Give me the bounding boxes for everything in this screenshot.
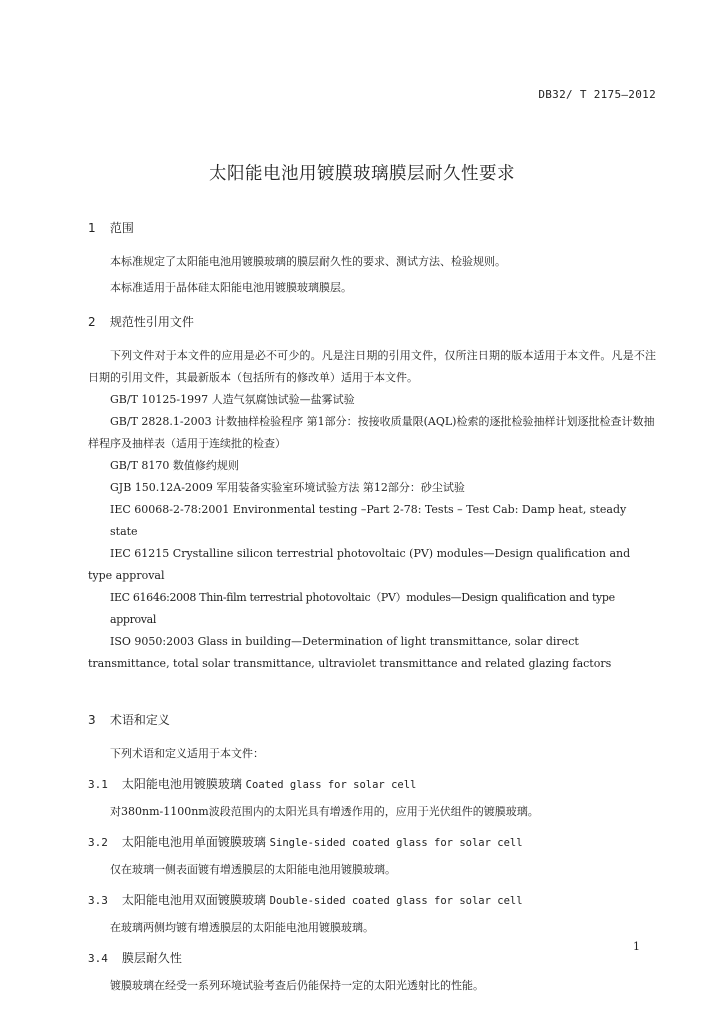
- term-english: Coated glass for solar cell: [245, 779, 417, 791]
- term-english: Single-sided coated glass for solar cell: [269, 837, 523, 849]
- term-heading: [88, 947, 656, 969]
- term-heading: [88, 831, 656, 853]
- reference-item: GB/T 8170 数值修约规则: [110, 459, 239, 472]
- term-name: 太阳能电池用镀膜玻璃: [121, 777, 242, 791]
- reference-item: IEC 61646:2008 Thin-film terrestrial photovoltaic（PV）modules—Design qualification and type approval: [110, 591, 615, 626]
- term-definition: 在玻璃两侧均镀有增透膜层的太阳能电池用镀膜玻璃。: [110, 921, 374, 934]
- section-1-heading: [88, 217, 656, 239]
- section-3-heading: [88, 709, 656, 731]
- term-definition: 对380nm-1100nm波段范围内的太阳光具有增透作用的，应用于光伏组件的镀膜玻璃。: [110, 805, 539, 818]
- section-title: 规范性引用文件: [109, 315, 194, 329]
- standard-code: DB32/ T 2175—2012: [538, 88, 656, 101]
- reference-item: ISO 9050:2003 Glass in building—Determination of light transmittance, solar direct transmittance, total solar transmittance, ultraviolet transmittance and related glazing factors: [88, 635, 612, 670]
- reference-item: IEC 60068-2-78:2001 Environmental testing –Part 2-78: Tests – Test Cab: Damp heat, steady state: [110, 503, 627, 538]
- reference-item: GB/T 2828.1-2003 计数抽样检验程序 第1部分：按接收质量限(AQL)检索的逐批检验抽样计划逐批检查计数抽样程序及抽样表（适用于连续批的检查）: [88, 415, 655, 450]
- section-title: 范围: [109, 221, 134, 235]
- term-number: 3.2: [88, 836, 108, 849]
- section-number: 2: [88, 315, 96, 329]
- document-body: [88, 217, 656, 997]
- term-name: 太阳能电池用双面镀膜玻璃: [121, 893, 266, 907]
- section-1-paragraph-2: 本标准适用于晶体硅太阳能电池用镀膜玻璃膜层。: [110, 281, 352, 294]
- term-definition: 镀膜玻璃在经受一系列环境试验考查后仍能保持一定的太阳光透射比的性能。: [110, 979, 484, 992]
- document-title: 太阳能电池用镀膜玻璃膜层耐久性要求: [209, 164, 515, 184]
- term-number: 3.1: [88, 778, 108, 791]
- section-2-intro: 下列文件对于本文件的应用是必不可少的。凡是注日期的引用文件，仅所注日期的版本适用于本文件。凡是不注日期的引用文件，其最新版本（包括所有的修改单）适用于本文件。: [88, 349, 656, 384]
- term-name: 太阳能电池用单面镀膜玻璃: [121, 835, 266, 849]
- section-3-intro: 下列术语和定义适用于本文件：: [110, 747, 264, 760]
- section-1-paragraph-1: 本标准规定了太阳能电池用镀膜玻璃的膜层耐久性的要求、测试方法、检验规则。: [110, 255, 506, 268]
- section-number: 1: [88, 221, 96, 235]
- term-name: 膜层耐久性: [121, 951, 182, 965]
- reference-item: IEC 61215 Crystalline silicon terrestrial photovoltaic (PV) modules—Design qualification and type approval: [88, 547, 631, 582]
- term-number: 3.4: [88, 952, 108, 965]
- section-number: 3: [88, 713, 96, 727]
- term-number: 3.3: [88, 894, 108, 907]
- term-english: Double-sided coated glass for solar cell: [269, 895, 523, 907]
- section-title: 术语和定义: [109, 713, 170, 727]
- term-definition: 仅在玻璃一侧表面镀有增透膜层的太阳能电池用镀膜玻璃。: [110, 863, 396, 876]
- term-heading: [88, 773, 656, 795]
- term-heading: [88, 889, 656, 911]
- reference-item: GJB 150.12A-2009 军用装备实验室环境试验方法 第12部分：砂尘试验: [110, 481, 465, 494]
- page-number: 1: [633, 940, 640, 953]
- section-2-heading: [88, 311, 656, 333]
- reference-item: GB/T 10125-1997 人造气氛腐蚀试验—盐雾试验: [110, 393, 355, 406]
